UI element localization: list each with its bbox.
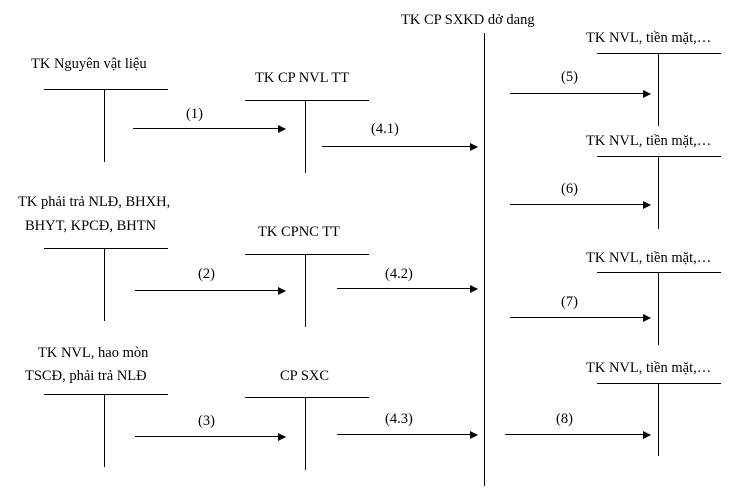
center-account-axis	[484, 33, 485, 486]
t-account-stem-nvl-hao-mon	[104, 394, 105, 467]
t-account-top-cpnc-tt	[245, 254, 369, 255]
flow-label-8: (8)	[556, 411, 573, 427]
flow-arrow-4-3	[337, 434, 477, 435]
t-account-top-nvl-hao-mon	[44, 394, 168, 395]
t-account-top-cp-nvl-tt	[245, 100, 369, 101]
t-account-top-nvl-tien-mat-3	[597, 272, 721, 273]
t-account-top-cp-sxc	[245, 397, 369, 398]
flow-label-4-1: (4.1)	[371, 121, 399, 137]
account-label-phai-tra-nld-line2: BHYT, KPCĐ, BHTN	[25, 218, 157, 234]
flow-label-2: (2)	[198, 266, 215, 282]
t-account-stem-nvl-tien-mat-4	[658, 383, 659, 456]
flow-label-1: (1)	[186, 106, 203, 122]
flow-arrow-6	[510, 204, 650, 205]
t-account-stem-nvl-tien-mat-3	[658, 272, 659, 345]
flow-arrow-8	[505, 434, 650, 435]
flow-label-4-3: (4.3)	[385, 411, 413, 427]
account-label-nvl-tien-mat-4: TK NVL, tiền mặt,…	[586, 360, 712, 376]
t-account-top-nvl-tien-mat-4	[597, 383, 721, 384]
t-account-top-nvl-tien-mat-2	[597, 156, 721, 157]
account-label-nvl-hao-mon-line1: TK NVL, hao mòn	[38, 345, 149, 361]
t-account-top-nguyen-vat-lieu	[44, 89, 168, 90]
flow-label-5: (5)	[561, 69, 578, 85]
t-account-top-nvl-tien-mat-1	[597, 53, 721, 54]
account-label-cp-sxc: CP SXC	[280, 368, 330, 384]
account-label-nvl-tien-mat-1: TK NVL, tiền mặt,…	[586, 30, 712, 46]
flow-arrow-4-2	[337, 288, 477, 289]
flow-label-3: (3)	[198, 413, 215, 429]
t-account-stem-cp-sxc	[305, 397, 306, 470]
t-account-stem-cpnc-tt	[305, 254, 306, 327]
t-account-stem-nvl-tien-mat-2	[658, 156, 659, 229]
account-label-nvl-hao-mon-line2: TSCĐ, phải trả NLĐ	[25, 368, 147, 384]
account-label-nguyen-vat-lieu: TK Nguyên vật liệu	[31, 56, 147, 72]
account-label-nvl-tien-mat-3: TK NVL, tiền mặt,…	[586, 250, 712, 266]
t-account-stem-nguyen-vat-lieu	[104, 89, 105, 162]
account-label-nvl-tien-mat-2: TK NVL, tiền mặt,…	[586, 133, 712, 149]
t-account-stem-nvl-tien-mat-1	[658, 53, 659, 126]
flow-label-7: (7)	[561, 294, 578, 310]
flow-arrow-3	[135, 436, 285, 437]
t-account-stem-cp-nvl-tt	[305, 100, 306, 173]
flow-arrow-5	[510, 93, 650, 94]
t-account-stem-phai-tra-nld	[104, 248, 105, 321]
flow-arrow-1	[133, 128, 285, 129]
center-account-title: TK CP SXKD dở dang	[401, 12, 535, 28]
t-account-top-phai-tra-nld	[44, 248, 168, 249]
flow-arrow-7	[510, 317, 650, 318]
flow-label-4-2: (4.2)	[385, 266, 413, 282]
flow-label-6: (6)	[561, 181, 578, 197]
flow-arrow-4-1	[322, 146, 477, 147]
flow-arrow-2	[135, 290, 285, 291]
account-label-cpnc-tt: TK CPNC TT	[258, 224, 340, 240]
account-label-phai-tra-nld-line1: TK phải trả NLĐ, BHXH,	[18, 194, 171, 210]
account-label-cp-nvl-tt: TK CP NVL TT	[255, 70, 350, 86]
